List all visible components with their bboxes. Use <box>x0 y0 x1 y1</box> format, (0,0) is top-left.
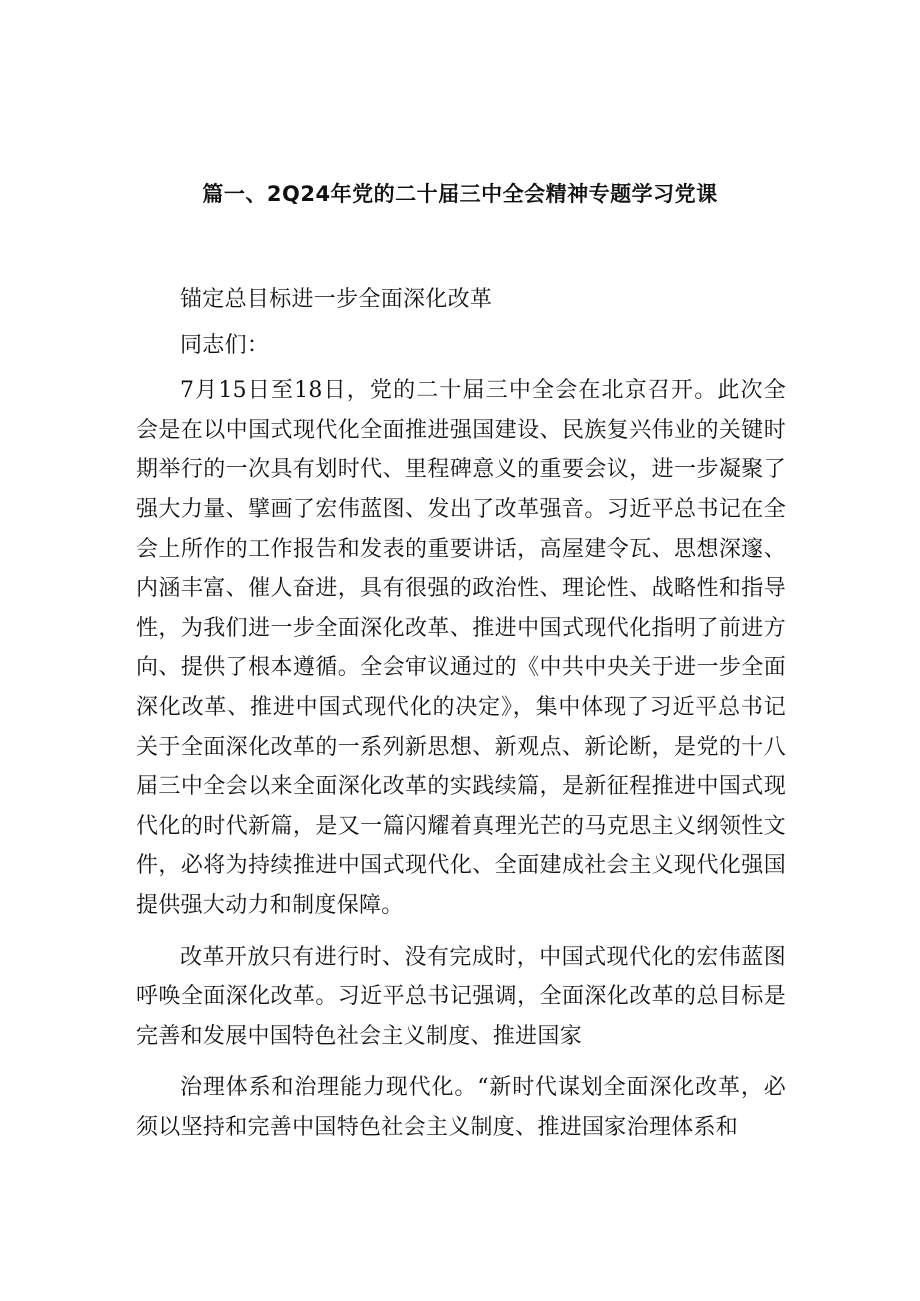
document-title: 篇一、2Q24年党的二十届三中全会精神专题学习党课 <box>202 182 718 206</box>
body-paragraph: 治理体系和治理能力现代化。“新时代谋划全面深化改革，必须以坚持和完善中国特色社会主义制度、推进国家治理体系和 <box>136 1075 786 1140</box>
salutation-paragraph: 同志们： <box>180 332 270 358</box>
body-paragraph: 7月15日至18日，党的二十届三中全会在北京召开。此次全会是在以中国式现代化全面推进强国建设、民族复兴伟业的关键时期举行的一次具有划时代、里程碑意义的重要会议，进一步凝聚了强大力量、擘画了宏伟蓝图、发出了改革强音。习近平总书记在全会上所作的工作报告和发表的重要讲话，高屋建令瓦、思想深邃、内涵丰富、催人奋进，具有很强的政治性、理论性、战略性和指导性，为我们进一步全面深化改革、推进中国式现代化指明了前进方向、提供了根本遵循。全会审议通过的《中共中央关于进一步全面深化改革、推进中国式现代化的决定》，集中体现了习近平总书记关于全面深化改革的一系列新思想、新观点、新论断，是党的十八届三中全会以来全面深化改革的实践续篇，是新征程推进中国式现代化的时代新篇，是又一篇闪耀着真理光芒的马克思主义纲领性文件，必将为持续推进中国式现代化、全面建成社会主义现代化强国提供强大动力和制度保障。 <box>136 378 786 918</box>
document-body <box>136 280 786 1147</box>
body-paragraph: 改革开放只有进行时、没有完成时，中国式现代化的宏伟蓝图呼唤全面深化改革。习近平总书记强调，全面深化改革的总目标是完善和发展中国特色社会主义制度、推进国家 <box>136 944 786 1049</box>
subtitle-paragraph: 锚定总目标进一步全面深化改革 <box>180 287 493 312</box>
